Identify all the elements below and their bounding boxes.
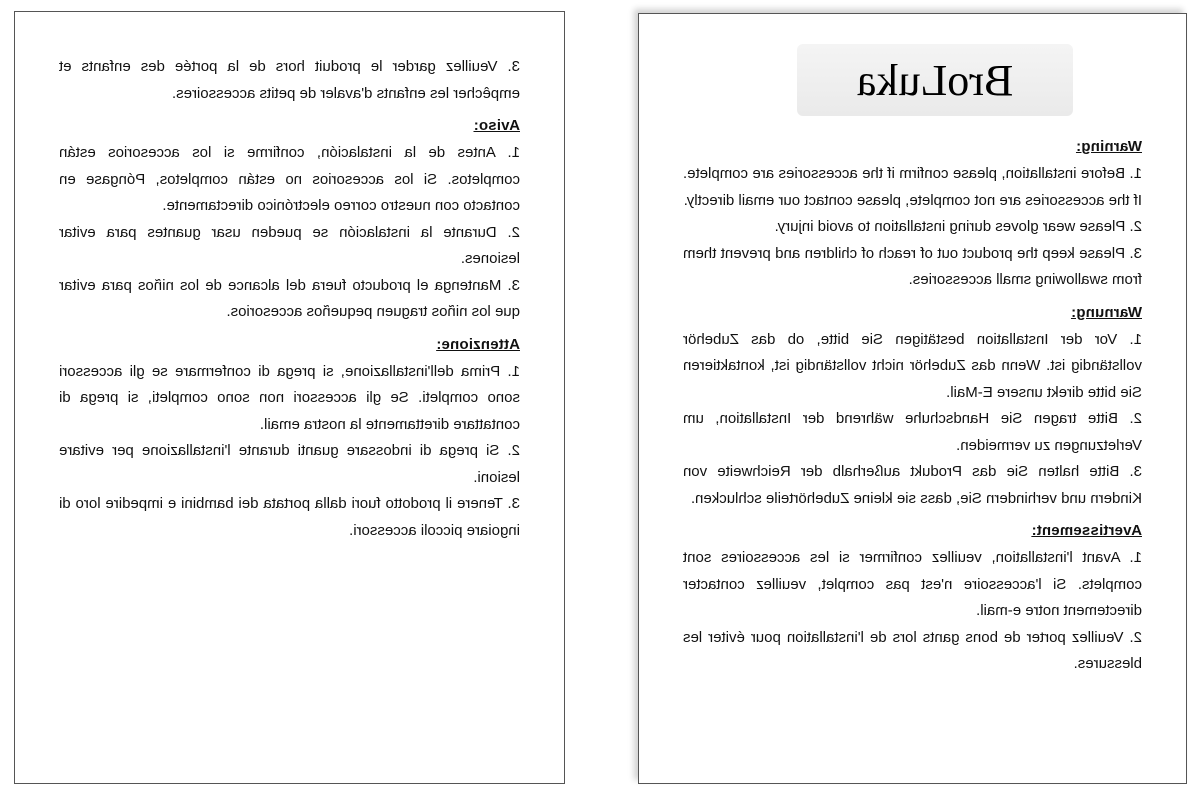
right-page [638, 13, 1187, 784]
warnung-item-2: 2. Bitte tragen Sie Handschuhe während der Installation, um Verletzungen zu vermeiden. [683, 410, 1142, 454]
section-heading-aviso: Aviso: [473, 117, 520, 134]
section-warnung [683, 304, 1142, 513]
section-attenzione [59, 336, 520, 545]
section-heading-warnung: Warnung: [1070, 303, 1142, 321]
section-warning [683, 138, 1142, 294]
warnung-item-3: 3. Bitte halten Sie das Produkt außerhalb der Reichweite von Kindern und verhindern Sie, dass sie kleine Zubehörteile schlucken. [683, 463, 1142, 507]
left-page [14, 11, 565, 784]
section-heading-avertissement: Avertissement: [1031, 522, 1142, 539]
brand-logo-text: BroLuka [856, 55, 1014, 105]
warning-item-1: 1. Before installation, please confirm if the accessories are complete. If the accessories are not complete, please contact our email directly. [683, 165, 1142, 209]
aviso-item-1: 1. Antes de la instalación, confirme si los accesorios están completos. Si los accesorios no están completos, Póngase en contacto con nuestro correo electrónico directamente. [59, 144, 520, 214]
left-lead-item-3: 3. Veuillez garder le produit hors de la portée des enfants et empêcher les enfants d'avaler de petits accessoires. [59, 58, 520, 102]
aviso-item-2: 2. Durante la instalación se pueden usar guantes para evitar lesiones. [59, 223, 520, 267]
section-heading-attenzione: Attenzione: [436, 335, 520, 353]
avertissement-item-2: 2. Veuillez porter de bons gants lors de l'installation pour éviter les blessures. [683, 628, 1142, 672]
section-heading-warning: Warning: [1075, 138, 1142, 155]
section-avertissement [683, 522, 1142, 678]
avertissement-item-1: 1. Avant l'installation, veuillez confirmer si les accessoires sont complets. Si l'accessoire n'est pas complet, veuillez contacter directement notre e-mail. [683, 549, 1142, 619]
right-page-content [639, 14, 1186, 783]
attenzione-item-2: 2. Si prega di indossare guanti durante l'installazione per evitare lesioni. [59, 442, 520, 486]
warning-item-2: 2. Please wear gloves during installation to avoid injury. [774, 218, 1142, 235]
attenzione-item-3: 3. Tenere il prodotto fuori dalla portata dei bambini e impedire loro di ingoiare piccoli accessori. [59, 495, 520, 539]
warning-item-3: 3. Please keep the product out of reach of children and prevent them from swallowing small accessories. [683, 244, 1142, 288]
left-page-content [15, 12, 564, 783]
attenzione-item-1: 1. Prima dell'installazione, si prega di confermare se gli accessori sono completi. Se gli accessori non sono completi, si prega di contattare direttamente la nostra email. [59, 362, 520, 433]
section-aviso [59, 117, 520, 326]
warnung-item-1: 1. Vor der Installation bestätigen Sie bitte, ob das Zubehör vollständig ist. Wenn das Zubehör nicht vollständig ist, kontaktieren Sie bitte direkt unsere E-Mail. [683, 330, 1142, 401]
aviso-item-3: 3. Mantenga el producto fuera del alcance de los niños para evitar que los niños traguen pequeños accesorios. [59, 276, 520, 320]
